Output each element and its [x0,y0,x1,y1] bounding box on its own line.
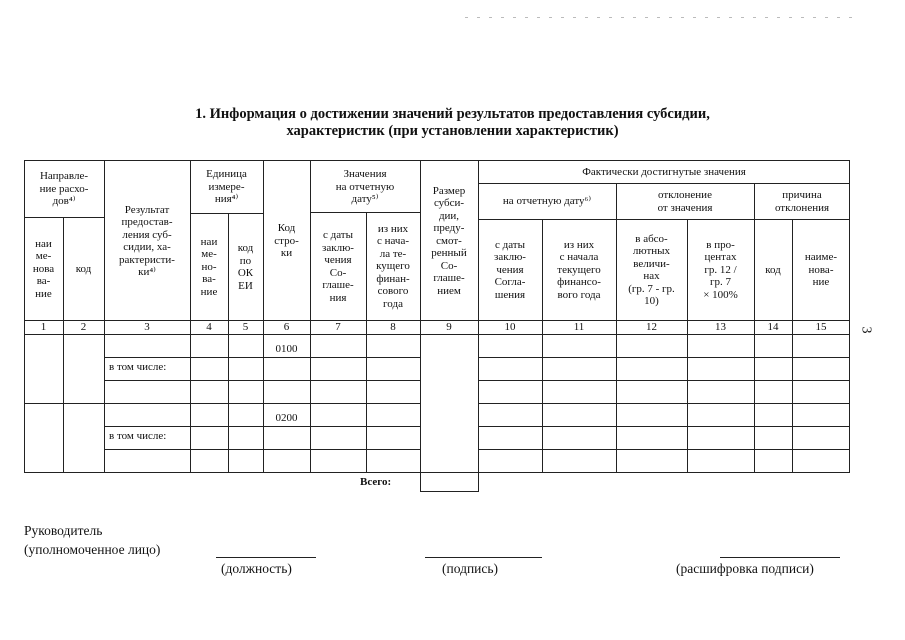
section-title-line2: характеристик (при установлении характеристик) [286,123,619,139]
header-deviation-abs: в абсо- лютных величи- нах (гр. 7 - гр. 10) [628,232,675,307]
head-label: Руководитель [24,523,103,538]
position-caption: (должность) [221,561,292,576]
column-number: 7 [335,321,341,334]
authorized-person-label: (уполномоченное лицо) [24,542,161,557]
header-actual-from-fin-year: из них с начала текущего финансо- вого года [557,238,601,301]
column-number: 2 [80,321,87,334]
column-number: 12 [646,321,657,334]
column-number: 5 [242,321,249,334]
column-number: 11 [573,321,585,334]
header-unit-name: наи ме- но- ва- ние [200,235,218,298]
header-deviation-pct: в про- центах гр. 12 / гр. 7 × 100% [703,238,738,301]
column-number: 4 [206,321,212,334]
column-number: 1 [40,321,47,334]
line-code-cell: 0200 [275,411,298,424]
header-values-from-fin-year: из них с нача- ла те- кущего финан- сового года [376,222,410,310]
decoding-caption: (расшифровка подписи) [676,561,814,576]
page-number: 3 [858,326,874,334]
column-number: 14 [767,321,779,334]
line-code-cell: 0100 [275,342,298,355]
column-number: 6 [283,321,290,334]
header-direction-name: наи ме- нова ва- ние [32,237,55,300]
header-unit-code: код по ОК ЕИ [237,242,254,292]
header-result: Результат предостав- ления суб- сидии, ха- рактеристи- ки⁴⁾ [119,203,175,278]
header-values-from-agreement: с даты заклю- чения Со- глаше- ния [322,229,354,304]
column-number: 13 [715,321,726,334]
header-reason-group: причина отклонения [774,189,830,214]
column-number: 8 [390,321,396,334]
header-direction-group: Направле- ние расхо- дов⁴⁾ [39,170,89,208]
header-actual-from-agreement: с даты заклю- чения Согла- шения [494,238,526,301]
header-subsidy-size: Размер субси- дии, преду- смот- ренный Со- глаше- нием [431,184,467,297]
section-title-line1: 1. Информация о достижении значений результатов предоставления субсидии, [195,106,710,122]
header-unit-group: Единица измере- ния⁴⁾ [206,168,247,206]
column-number: 9 [446,321,452,334]
header-direction-code: код [75,262,92,275]
header-reason-name: наиме- нова- ние [804,251,838,289]
including-label: в том числе: [109,361,167,373]
header-actual-group: Фактически достигнутые значения [582,166,746,179]
column-number: 10 [504,321,516,334]
total-label: Всего: [360,476,392,488]
including-label: в том числе: [109,430,167,442]
header-deviation-group: отклонение от значения [657,189,713,214]
header-line-code: Код стро- ки [274,222,299,260]
column-number: 15 [815,321,827,334]
header-values-group: Значения на отчетную дату⁵⁾ [335,168,395,206]
signature-caption: (подпись) [442,561,499,576]
header-actual-on-date: на отчетную дату⁶⁾ [502,195,592,208]
header-reason-code: код [765,263,781,276]
column-number: 3 [144,321,150,334]
